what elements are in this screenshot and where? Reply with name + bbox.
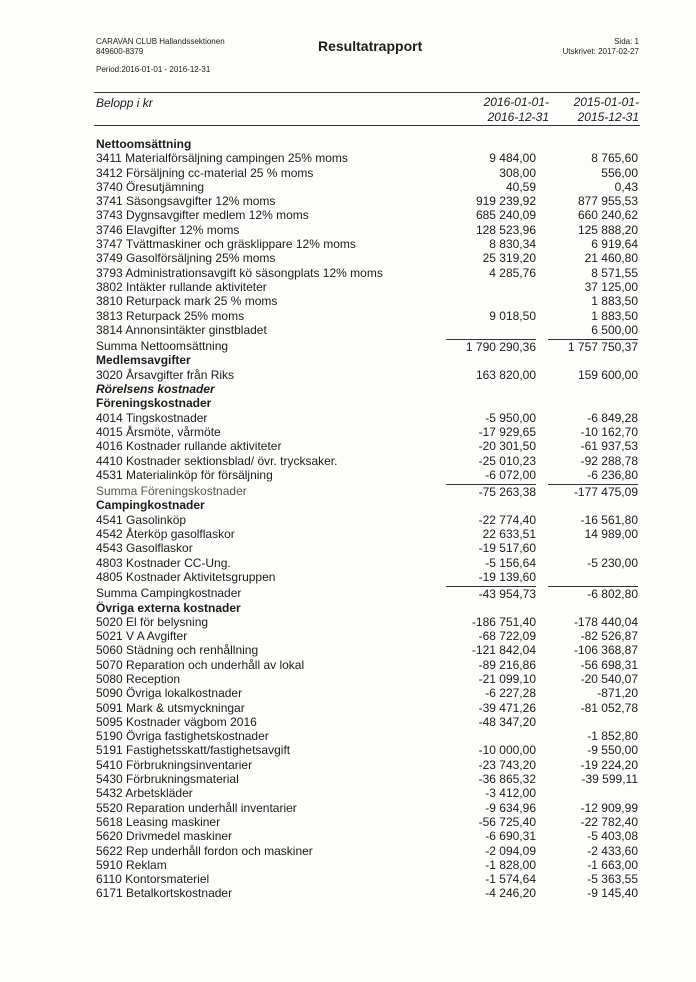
table-row (94, 180, 640, 194)
table-row (94, 541, 640, 555)
org-number: 849600-8379 (96, 47, 144, 56)
amount-2016: -1 828,00 (485, 857, 536, 872)
amount-2015: -6 236,80 (587, 467, 638, 482)
amount-2015: 159 600,00 (577, 367, 638, 382)
table-row (94, 151, 640, 165)
amount-2015: -20 540,07 (580, 671, 638, 686)
row-label: 4542 Återköp gasolflaskor (96, 527, 235, 542)
amount-2015: -9 145,40 (587, 886, 638, 901)
row-label: 5020 El för belysning (96, 614, 209, 629)
amount-2015: -5 363,55 (587, 872, 638, 887)
table-row (94, 872, 640, 886)
amount-2016: -10 000,00 (478, 743, 536, 758)
row-label: 3814 Annonsintäkter ginstbladet (96, 322, 267, 337)
amount-2016: -6 690,31 (485, 829, 536, 844)
amount-2015: -9 550,00 (587, 743, 638, 758)
amount-2016: 163 820,00 (475, 367, 536, 382)
amount-2016: -56 725,40 (478, 814, 536, 829)
amount-2015: -5 230,00 (587, 555, 638, 570)
row-label: 4016 Kostnader rullande aktiviteter (96, 439, 282, 454)
amount-2016: 128 523,96 (475, 222, 536, 237)
amount-2015: -106 368,87 (573, 643, 638, 658)
table-row (94, 556, 640, 570)
amount-2016: 9 484,00 (489, 151, 536, 166)
amount-2015: -81 052,78 (580, 700, 638, 715)
amount-2016: 40,59 (505, 179, 536, 194)
amount-2015: -61 937,53 (580, 439, 638, 454)
table-row (94, 643, 640, 657)
amount-2016: 919 239,92 (475, 194, 536, 209)
row-label: 3813 Returpack 25% moms (96, 308, 245, 323)
table-row (94, 454, 640, 468)
amount-2015: 8 571,55 (591, 265, 638, 280)
amount-2015: 556,00 (601, 165, 638, 180)
table-row (94, 411, 640, 425)
table-row (94, 527, 640, 541)
amount-2016: -121 842,04 (471, 643, 536, 658)
amount-2016: -6 227,28 (485, 686, 536, 701)
report-period: Period:2016-01-01 - 2016-12-31 (96, 65, 211, 74)
table-row (94, 223, 640, 237)
amount-2015: -177 475,09 (548, 484, 638, 499)
row-label: 3749 Gasolförsäljning 25% moms (96, 251, 276, 266)
amount-2016: 1 790 290,36 (446, 339, 536, 354)
table-row (94, 844, 640, 858)
row-label: 3747 Tvättmaskiner och gräsklippare 12% moms (96, 237, 356, 252)
amount-2015: 877 955,53 (577, 194, 638, 209)
column-2016-start: 2016-01-01- (483, 95, 549, 109)
row-label: 4803 Kostnader CC-Ung. (96, 555, 231, 570)
amount-2015: -2 433,60 (587, 843, 638, 858)
amount-2016: 22 633,51 (482, 527, 536, 542)
row-label: 5410 Förbrukningsinventarier (96, 757, 253, 772)
row-label: 6171 Betalkortskostnader (96, 886, 233, 901)
row-label: 3411 Materialförsäljning campingen 25% moms (96, 151, 348, 166)
table-row (94, 166, 640, 180)
row-label: 5091 Mark & utsmyckningar (96, 700, 245, 715)
amount-2015: -39 599,11 (581, 772, 638, 787)
amount-2015: 6 500,00 (591, 322, 638, 337)
table-row (94, 208, 640, 222)
table-row (94, 758, 640, 772)
amount-2016: 4 285,76 (489, 265, 536, 280)
row-label: 4410 Kostnader sektionsblad/ övr. trycksaker. (96, 453, 338, 468)
row-label: 3810 Returpack mark 25 % moms (96, 294, 278, 309)
row-label: 4541 Gasolinköp (96, 512, 187, 527)
row-label: Nettoomsättning (96, 137, 192, 151)
row-label: 5090 Övriga lokalkostnader (96, 686, 243, 701)
amount-2016: -19 139,60 (478, 569, 536, 584)
row-label: 4531 Materialinköp för försäljning (96, 467, 273, 482)
printed-date: Utskrivet: 2017-02-27 (562, 47, 639, 56)
amount-2016: -43 954,73 (446, 586, 536, 601)
column-2015-end: 2015-12-31 (577, 110, 639, 124)
amount-2015: 14 989,00 (584, 527, 638, 542)
amount-2015: -12 909,99 (580, 800, 638, 815)
amount-2016: 25 319,20 (482, 251, 536, 266)
table-row (94, 829, 640, 843)
row-label: Summa Nettoomsättning (96, 339, 229, 354)
column-2015 (549, 95, 639, 125)
amount-2016: -36 865,32 (478, 772, 536, 787)
amount-2016: -3 412,00 (485, 786, 536, 801)
row-label: 5620 Drivmedel maskiner (96, 829, 233, 844)
amount-2015: 125 888,20 (577, 222, 638, 237)
row-label: 3802 Intäkter rullande aktiviteter (96, 279, 267, 294)
column-2016-end: 2016-12-31 (487, 110, 549, 124)
amount-2016: -22 774,40 (478, 512, 536, 527)
section-heading (94, 353, 640, 367)
table-row (94, 251, 640, 265)
table-row (94, 715, 640, 729)
amount-2016: -4 246,20 (485, 886, 536, 901)
header-org-block (96, 37, 225, 75)
row-label: 5191 Fastighetsskatt/fastighetsavgift (96, 743, 291, 758)
row-label: 4805 Kostnader Aktivitetsgruppen (96, 569, 276, 584)
table-row (94, 425, 640, 439)
table-row (94, 294, 640, 308)
table-row (94, 801, 640, 815)
amount-2016: -5 950,00 (485, 410, 536, 425)
amount-2016: -25 010,23 (478, 453, 536, 468)
amount-2016: 685 240,09 (475, 208, 536, 223)
page-number: Sida: 1 (614, 37, 639, 46)
amount-2015: -1 852,80 (587, 729, 638, 744)
amount-2015: -19 224,20 (580, 757, 638, 772)
amount-2016: 308,00 (499, 165, 536, 180)
row-label: Övriga externa kostnader (96, 600, 241, 615)
column-2015-start: 2015-01-01- (573, 95, 639, 109)
row-label: 4015 Årsmöte, vårmöte (96, 424, 221, 439)
amount-2015: 1 757 750,37 (548, 339, 638, 354)
section-heading (94, 498, 640, 512)
header-meta-block (563, 37, 639, 57)
table-row (94, 513, 640, 527)
row-label: Medlemsavgifter (96, 353, 191, 368)
row-label: 5618 Leasing maskiner (96, 814, 221, 829)
amount-2016: -5 156,64 (485, 555, 536, 570)
row-label: 3743 Dygnsavgifter medlem 12% moms (96, 208, 309, 223)
amount-2015: 8 765,60 (591, 151, 638, 166)
column-header (94, 92, 640, 126)
table-row (94, 743, 640, 757)
amount-2016: -39 471,26 (478, 700, 536, 715)
amount-2016: -6 072,00 (485, 467, 536, 482)
row-label: 3412 Försäljning cc-material 25 % moms (96, 165, 314, 180)
sum-row (94, 484, 640, 498)
section-heading (94, 382, 640, 396)
amount-2016: -23 743,20 (478, 757, 536, 772)
row-label: 5910 Reklam (96, 857, 167, 872)
amount-2015: -871,20 (597, 686, 638, 701)
table-row (94, 323, 640, 337)
table-row (94, 686, 640, 700)
amount-2015: 37 125,00 (584, 279, 638, 294)
amount-2015: -10 162,70 (580, 424, 638, 439)
report-title: Resultatrapport (318, 38, 423, 54)
amount-2015: -178 440,04 (573, 614, 638, 629)
row-label: 5622 Rep underhåll fordon och maskiner (96, 843, 313, 858)
row-label: Summa Föreningskostnader (96, 484, 247, 499)
amount-2015: -1 663,00 (587, 857, 638, 872)
table-row (94, 629, 640, 643)
table-row (94, 886, 640, 900)
amount-2015: -82 526,87 (580, 629, 638, 644)
table-row (94, 570, 640, 584)
row-label: 5432 Arbetskläder (96, 786, 193, 801)
section-heading (94, 137, 640, 151)
table-row (94, 237, 640, 251)
amount-2015: -5 403,08 (587, 829, 638, 844)
row-label: Rörelsens kostnader (96, 382, 215, 397)
row-label: 3020 Årsavgifter från Riks (96, 367, 235, 382)
amount-2016: -1 574,64 (485, 872, 536, 887)
sum-row (94, 339, 640, 353)
amount-2015: -16 561,80 (580, 512, 638, 527)
amount-2016: -89 216,86 (478, 657, 536, 672)
row-label: 4543 Gasolflaskor (96, 541, 193, 556)
sum-row (94, 586, 640, 600)
row-label: 5095 Kostnader vägbom 2016 (96, 714, 257, 729)
row-label: Föreningskostnader (96, 396, 212, 411)
table-row (94, 701, 640, 715)
row-label: 3746 Elavgifter 12% moms (96, 222, 240, 237)
amount-2015: -56 698,31 (580, 657, 638, 672)
amount-2015: 1 883,50 (591, 294, 638, 309)
report-table (94, 137, 640, 901)
column-2016 (454, 95, 549, 125)
table-row (94, 786, 640, 800)
row-label: 4014 Tingskostnader (96, 410, 208, 425)
amount-2015: -6 802,80 (548, 586, 638, 601)
amount-2016: -186 751,40 (471, 614, 536, 629)
amount-2016: 8 830,34 (489, 237, 536, 252)
amount-2016: -21 099,10 (478, 671, 536, 686)
row-label: 3741 Säsongsavgifter 12% moms (96, 194, 276, 209)
amount-2015: -92 288,78 (580, 453, 638, 468)
row-label: 5060 Städning och renhållning (96, 643, 259, 658)
row-label: 5190 Övriga fastighetskostnader (96, 729, 269, 744)
row-label: 3793 Administrationsavgift kö säsongplats 12% moms (96, 265, 383, 280)
table-row (94, 672, 640, 686)
table-row (94, 194, 640, 208)
table-row (94, 772, 640, 786)
row-label: 5520 Reparation underhåll inventarier (96, 800, 297, 815)
amount-2015: 0,43 (614, 179, 638, 194)
table-row (94, 858, 640, 872)
table-row (94, 309, 640, 323)
amount-2016: -17 929,65 (478, 424, 536, 439)
amount-2015: -6 849,28 (587, 410, 638, 425)
table-row (94, 729, 640, 743)
amount-2015: 1 883,50 (591, 308, 638, 323)
row-label: Campingkostnader (96, 498, 205, 513)
row-label: 5080 Reception (96, 671, 181, 686)
row-label: 5070 Reparation och underhåll av lokal (96, 657, 305, 672)
amount-2016: -9 634,96 (485, 800, 536, 815)
table-row (94, 368, 640, 382)
amount-label: Belopp i kr (96, 96, 153, 110)
section-heading (94, 396, 640, 410)
row-label: 5430 Förbrukningsmaterial (96, 772, 239, 787)
section-heading (94, 601, 640, 615)
row-label: Summa Campingkostnader (96, 586, 242, 601)
amount-2015: 6 919,64 (591, 237, 638, 252)
table-row (94, 615, 640, 629)
table-row (94, 266, 640, 280)
row-label: 6110 Kontorsmateriel (96, 872, 210, 887)
row-label: 3740 Öresutjämning (96, 179, 205, 194)
amount-2016: -2 094,09 (485, 843, 536, 858)
amount-2015: 660 240,62 (577, 208, 638, 223)
amount-2016: -19 517,60 (478, 541, 536, 556)
table-row (94, 280, 640, 294)
amount-2016: -68 722,09 (478, 629, 536, 644)
table-row (94, 815, 640, 829)
amount-2015: -22 782,40 (580, 814, 638, 829)
table-row (94, 439, 640, 453)
table-row (94, 468, 640, 482)
amount-2016: -75 263,38 (446, 484, 536, 499)
amount-2016: -20 301,50 (478, 439, 536, 454)
row-label: 5021 V A Avgifter (96, 629, 188, 644)
amount-2016: -48 347,20 (478, 714, 536, 729)
org-name: CARAVAN CLUB Hallandssektionen (96, 37, 225, 46)
amount-2016: 9 018,50 (489, 308, 536, 323)
amount-2015: 21 460,80 (584, 251, 638, 266)
table-row (94, 658, 640, 672)
